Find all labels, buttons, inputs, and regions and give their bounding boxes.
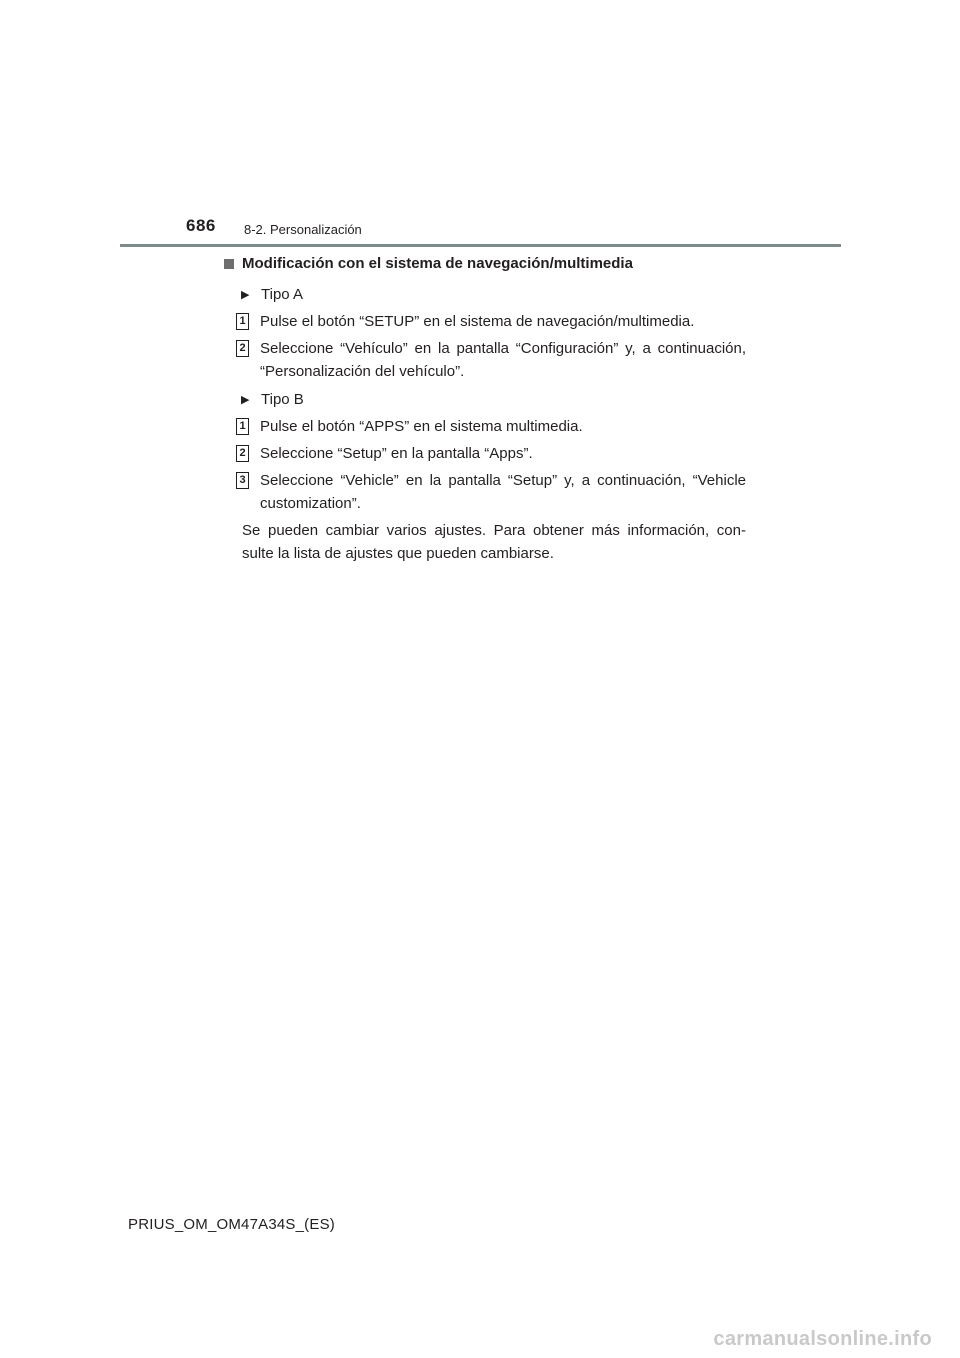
step-text: Pulse el botón “SETUP” en el sistema de navegación/multimedia. (260, 313, 695, 330)
type-b-step-1 (224, 415, 746, 438)
type-a-step-2 (224, 337, 746, 383)
triangle-bullet-icon: ▶ (241, 289, 250, 301)
step-number-badge: 3 (236, 472, 249, 489)
section-reference: 8-2. Personalización (244, 222, 362, 237)
watermark: carmanualsonline.info (713, 1328, 932, 1350)
step-text: Seleccione “Vehicle” en la pantalla “Setup” y, a continuación, “Vehicle customization”. (260, 472, 746, 512)
type-a-step-1 (224, 310, 746, 333)
type-a-label (241, 282, 746, 308)
section-heading (224, 255, 746, 272)
page-number: 686 (186, 216, 216, 235)
type-b-label (241, 387, 746, 413)
type-b-step-3 (224, 469, 746, 515)
step-number-badge: 1 (236, 313, 249, 330)
section-heading-text: Modificación con el sistema de navegación/multimedia (242, 255, 633, 272)
step-text: Seleccione “Setup” en la pantalla “Apps”. (260, 445, 533, 462)
header-divider (120, 244, 841, 247)
step-number-badge: 2 (236, 340, 249, 357)
note-paragraph: Se pueden cambiar varios ajustes. Para obtener más información, con- sulte la lista de ajustes que pueden cambiarse. (242, 522, 746, 562)
type-b-label-text: Tipo B (261, 391, 304, 408)
document-code: PRIUS_OM_OM47A34S_(ES) (128, 1216, 335, 1233)
step-number-badge: 2 (236, 445, 249, 462)
step-text: Seleccione “Vehículo” en la pantalla “Configuración” y, a continuación, “Personalización del vehículo”. (260, 340, 746, 380)
step-text: Pulse el botón “APPS” en el sistema multimedia. (260, 418, 583, 435)
content-body (224, 255, 746, 565)
square-bullet-icon (224, 259, 234, 269)
triangle-bullet-icon: ▶ (241, 394, 250, 406)
type-b-step-2 (224, 442, 746, 465)
step-number-badge: 1 (236, 418, 249, 435)
type-a-label-text: Tipo A (261, 286, 303, 303)
